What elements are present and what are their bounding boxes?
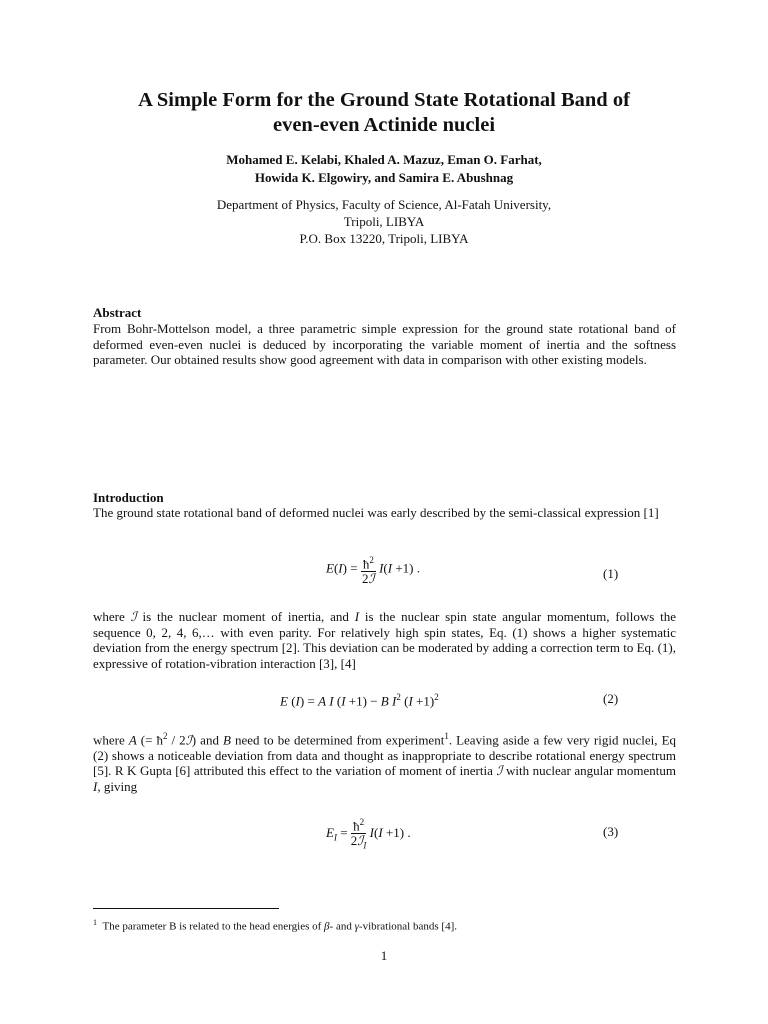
p3-part-c: need to be determined from experiment: [235, 732, 445, 748]
footnote-divider: [93, 908, 279, 909]
p3-part-a: where: [93, 732, 125, 748]
author-list: [80, 151, 688, 187]
p2-part-c: is the nuclear spin state angular momentum, follows the sequence 0, 2, 4, 6,… with even parity. For relatively high spin states, Eq. (1) shows a higher systematic deviation from the energy spectrum [2]. This deviation can be moderated by adding a correction term to Eq. (1), expressive of rotation-vibration interaction [3], [4]: [93, 609, 677, 671]
abstract-heading: Abstract: [93, 305, 142, 320]
p3-part-f: , giving: [97, 778, 138, 794]
equation-3: $E_I$ = $\frac{ħ^2}{2ℐ_I}$ I(I +1) .: [326, 817, 411, 851]
footnote-1: $^1$ The parameter B is related to the head energies of β- and γ-vibrational bands [4].: [93, 918, 457, 933]
introduction-paragraph-2: where ℐ is the nuclear moment of inertia, and I is the nuclear spin state angular momentum, follows the sequence 0, 2, 4, 6,… with even parity. For relatively high spin states, Eq. (1) shows a higher systematic deviation from the energy spectrum [2]. This deviation can be moderated by adding a correction term to Eq. (1), expressive of rotation-vibration interaction [3], [4]: [93, 609, 677, 671]
p3-part-b: and: [200, 732, 219, 748]
authors-line-1: Mohamed E. Kelabi, Khaled A. Mazuz, Eman O. Farhat,: [226, 152, 542, 167]
authors-line-2: Howida K. Elgowiry, and Samira E. Abushnag: [254, 170, 514, 185]
equation-2: E (I) = A I (I +1) − B $I^2$ $(I +1)^2$: [280, 692, 439, 709]
p3-part-d: . Leaving aside a few very rigid nuclei, Eq (2) shows a noticeable deviation from data and thought as inappropriate to describe rotational energy spectrum [5]. R K Gupta [6] attributed this effect to the variation of moment of inertia: [93, 732, 677, 779]
introduction-paragraph-1: The ground state rotational band of deformed nuclei was early described by the semi-classical expression [1]: [93, 505, 659, 520]
p3-part-e: with nuclear angular momentum: [505, 763, 677, 779]
page-number: 1: [380, 948, 388, 963]
footnote-text-a: The parameter B is related to the head energies of: [102, 920, 322, 933]
affiliation-line-3: P.O. Box 13220, Tripoli, LIBYA: [299, 231, 469, 246]
introduction-heading: Introduction: [93, 490, 164, 505]
footnote-marker: 1: [93, 918, 97, 927]
abstract-text: From Bohr-Mottelson model, a three parametric simple expression for the ground state rotational band of deformed even-even nuclei is deduced by incorporating the variable moment of inertia and the softness parameter. Our obtained results show good agreement with data in comparison with other existing models.: [93, 321, 676, 367]
footnote-text-b: - and: [329, 920, 352, 933]
equation-2-number: (2): [603, 691, 619, 706]
footnote-text-c: -vibrational bands [4].: [358, 920, 457, 933]
affiliation-line-2: Tripoli, LIBYA: [343, 214, 425, 229]
equation-1-number: (1): [603, 566, 619, 581]
equation-3-number: (3): [603, 824, 619, 839]
affiliation: [80, 196, 688, 247]
p2-part-a: where: [93, 609, 125, 624]
footnote-ref-1[interactable]: 1: [444, 731, 449, 741]
p2-part-b: is the nuclear moment of inertia, and: [142, 609, 349, 624]
equation-1: E(I) = $\frac{ħ^2}{\text{2ℐ}}$ I(I +1) .: [326, 555, 421, 587]
title-line-1: A Simple Form for the Ground State Rotational Band of: [138, 89, 630, 111]
paper-title: [80, 88, 688, 138]
introduction-paragraph-3: where A (= $ħ^2$ / 2ℐ) and B need to be determined from experiment$^1$. Leaving aside a few very rigid nuclei, Eq (2) shows a noticeable deviation from data and thought as inappropriate to describe rotational energy spectrum [5]. R K Gupta [6] attributed this effect to the variation of moment of inertia ℐ with nuclear angular momentum I, giving: [93, 731, 677, 794]
affiliation-line-1: Department of Physics, Faculty of Science, Al-Fatah University,: [216, 197, 552, 212]
title-line-2: even-even Actinide nuclei: [272, 114, 496, 136]
